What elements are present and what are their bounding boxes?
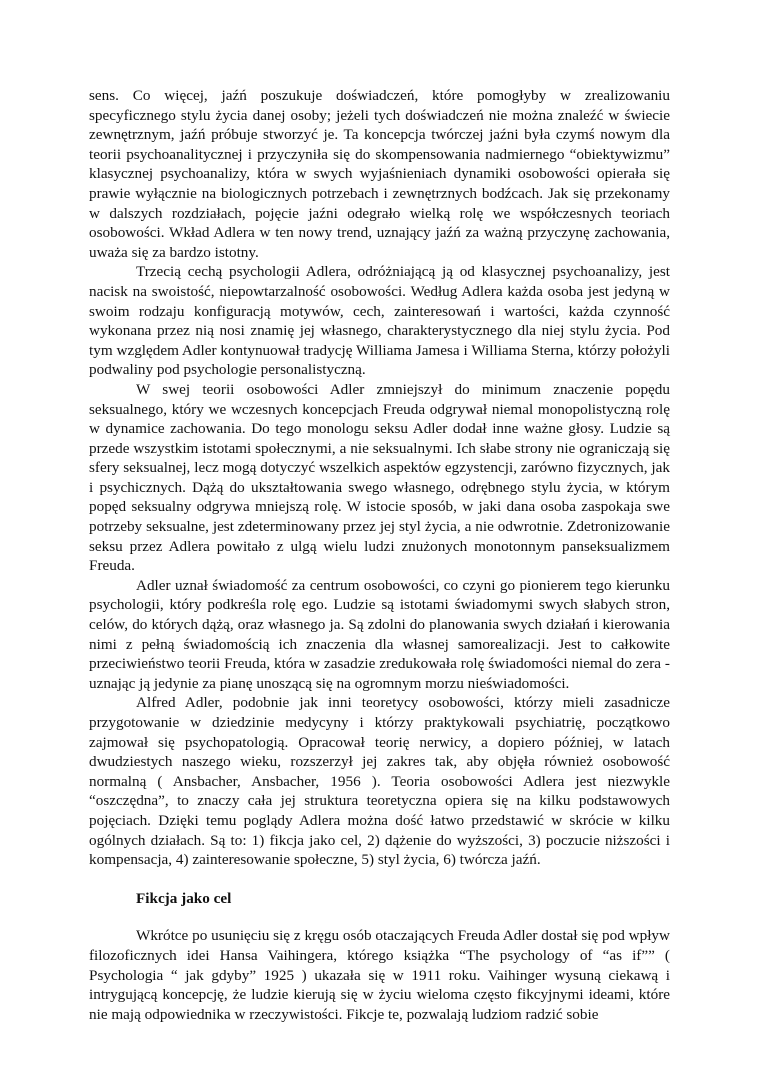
section-heading: Fikcja jako cel [136, 889, 232, 907]
paragraph-6: Wkrótce po usunięciu się z kręgu osób otaczających Freuda Adler dostał się pod wpływ filozoficznych idei Hansa Vaihingera, którego książka “The psychology of “as if”” ( Psychologia “ jak gdyby” 1925 ) ukazała się w 1911 roku. Vaihinger wysuną ciekawą i intrygującą koncepcję, że ludzie kierują się w życiu wieloma często fikcyjnymi ideami, które nie mają odpowiednika w rzeczywistości. Fikcje te, pozwalają ludziom radzić sobie [89, 927, 670, 1023]
paragraph-5: Alfred Adler, podobnie jak inni teoretycy osobowości, którzy mieli zasadnicze przygotowanie w dziedzinie medycyny i którzy praktykowali psychiatrię, początkowo zajmował się psychopatologią. Opracował teorię nerwicy, a dopiero później, w latach dwudziestych naszego wieku, rozszerzył jej zakres tak, aby objęła również osobowość normalną ( Ansbacher, Ansbacher, 1956 ). Teoria osobowości Adlera jest niezwykle “oszczędna”, to znaczy cała jej struktura teoretyczna opiera się na kilku podstawowych pojęciach. Dzięki temu poglądy Adlera można dość łatwo przedstawić w skrócie w kilku ogólnych działach. Są to: 1) fikcja jako cel, 2) dążenie do wyższości, 3) poczucie niższości i kompensacja, 4) zainteresowanie społeczne, 5) styl życia, 6) twórcza jaźń. [89, 694, 670, 869]
document-page [89, 86, 670, 1024]
paragraph-4: Adler uznał świadomość za centrum osobowości, co czyni go pionierem tego kierunku psychologii, który podkreśla rolę ego. Ludzie są istotami świadomymi swych słabych stron, celów, do których dążą, oraz własnego ja. Są zdolni do planowania swych działań i kierowania nimi z pełną świadomością ich znaczenia dla własnej samorealizacji. Jest to całkowite przeciwieństwo teorii Freuda, która w zasadzie zredukowała rolę świadomości niemal do zera - uznając ją jedynie za pianę unoszącą się na ogromnym morzu nieświadomości. [89, 576, 670, 692]
paragraph-1: sens. Co więcej, jaźń poszukuje doświadczeń, które pomogłyby w zrealizowaniu specyficznego stylu życia danej osoby; jeżeli tych doświadczeń nie można znaleźć w świecie zewnętrznym, jaźń próbuje stworzyć je. Ta koncepcja twórczej jaźni była czymś nowym dla teorii psychoanalitycznej i przyczyniła się do skompensowania nadmiernego “obiektywizmu” klasycznej psychoanalizy, która w swych wyjaśnieniach dynamiki osobowości opierała się prawie wyłącznie na biologicznych potrzebach i zewnętrznych bodźcach. Jak się przekonamy w dalszych rozdziałach, pojęcie jaźni odegrało wielką rolę we współczesnych teoriach osobowości. Wkład Adlera w ten nowy trend, uznający jaźń za ważną przyczynę zachowania, uważa się za bardzo istotny. [89, 87, 670, 261]
paragraph-3: W swej teorii osobowości Adler zmniejszył do minimum znaczenie popędu seksualnego, który we wczesnych koncepcjach Freuda odgrywał niemal monopolistyczną rolę w dynamice zachowania. Do tego monologu seksu Adler dodał inne ważne głosy. Ludzie są przede wszystkim istotami społecznymi, a nie seksualnymi. Ich słabe strony nie ograniczają się sfery seksualnej, lecz mogą dotyczyć wszelkich aspektów egzystencji, zarówno fizycznych, jak i psychicznych. Dążą do ukształtowania swego własnego, odrębnego stylu życia, w którym popęd seksualny odgrywa mniejszą rolę. W istocie sposób, w jaki dana osoba zaspokaja swe potrzeby seksualne, jest zdeterminowany przez jej styl życia, a nie odwrotnie. Zdetronizowanie seksu przez Adlera powitało z ulgą wielu ludzi znużonych monotonnym panseksualizmem Freuda. [89, 380, 670, 575]
paragraph-2: Trzecią cechą psychologii Adlera, odróżniającą ją od klasycznej psychoanalizy, jest nacisk na swoistość, niepowtarzalność osobowości. Według Adlera każda osoba jest jedyną w swoim rodzaju konfiguracją motywów, cech, zainteresowań i wartości, każda czynność wykonana przez nią nosi znamię jej własnego, charakterystycznego dla niej stylu życia. Pod tym względem Adler kontynuował tradycję Williama Jamesa i Williama Sterna, którzy położyli podwaliny pod psychologie personalistyczną. [89, 263, 670, 379]
